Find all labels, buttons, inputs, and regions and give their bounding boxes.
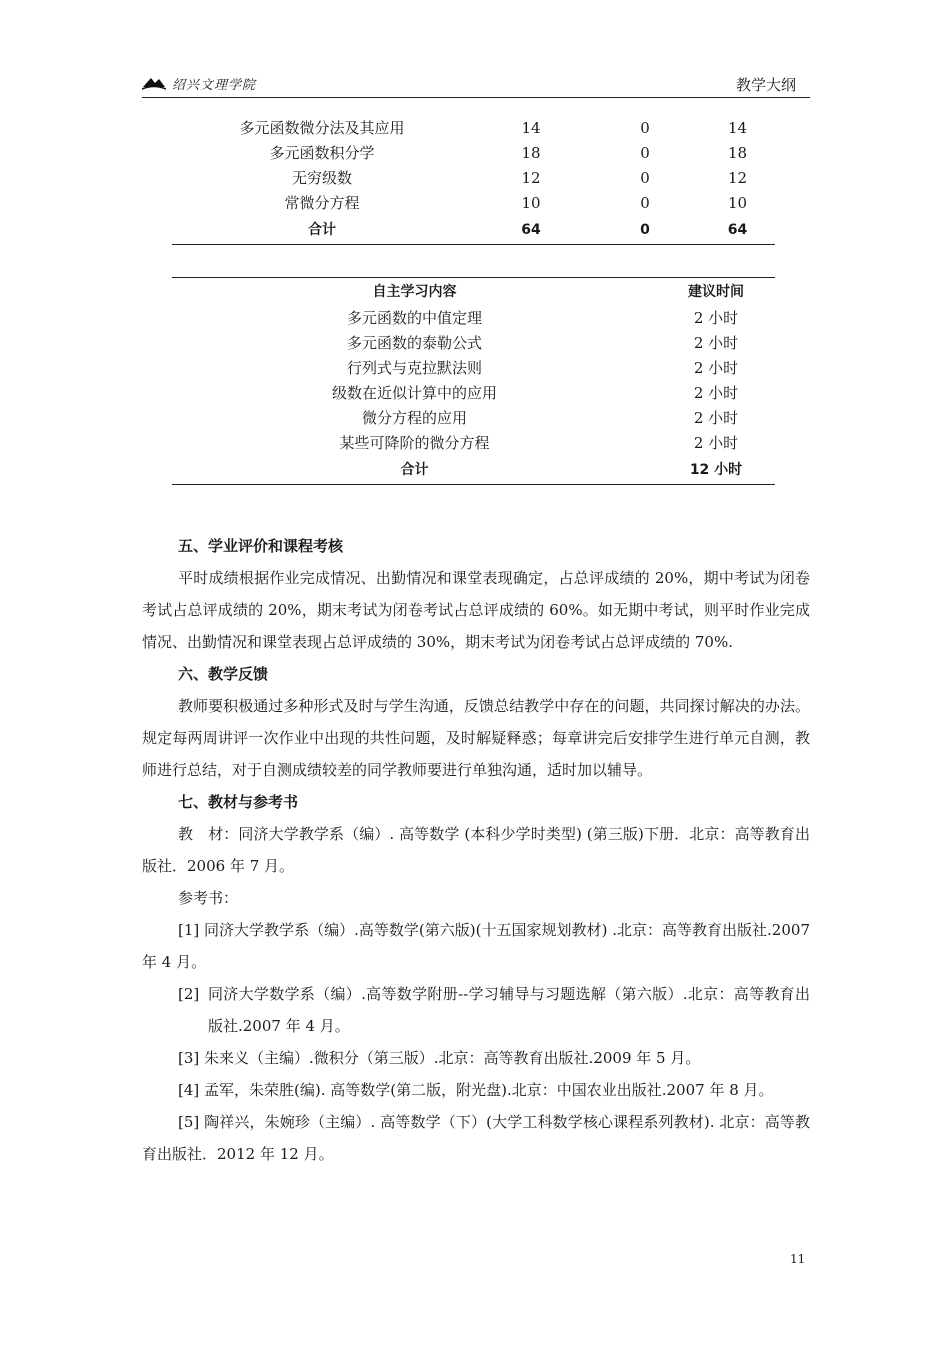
table-cell: 无穷级数: [291, 169, 352, 187]
table-cell: 多元函数的中值定理: [346, 309, 482, 327]
section-heading-assessment: 五、学业评价和课程考核: [178, 537, 344, 555]
table-cell: 2 小时: [693, 359, 739, 377]
reference-item: [142, 978, 810, 1042]
table-row: [172, 141, 775, 166]
reference-item: [4] 孟军，朱荣胜(编). 高等数学(第二版，附光盘).北京：中国农业出版社.2007 年 8 月。: [178, 1081, 774, 1099]
section-heading-feedback: 六、教学反馈: [178, 665, 269, 683]
table-row: [172, 381, 775, 406]
reference-text: 同济大学数学系（编）.高等数学附册--学习辅导与习题选解（第六版）.北京：高等教育出版社.2007 年 4 月。: [208, 985, 810, 1035]
hours-table: [172, 116, 775, 245]
references-label: 参考书：: [178, 889, 239, 907]
table-cell: 12: [521, 169, 541, 187]
textbook-entry: 教 材：同济大学教学系（编）. 高等数学 (本科少学时类型) (第三版)下册．北京：高等教育出版社．2006 年 7 月。: [142, 825, 810, 875]
table-cell: 2 小时: [693, 384, 739, 402]
table-cell: 多元函数的泰勒公式: [346, 334, 482, 352]
section-heading-textbooks: 七、教材与参考书: [178, 793, 299, 811]
page-number: 11: [790, 1252, 806, 1266]
assessment-paragraph: 平时成绩根据作业完成情况、出勤情况和课堂表现确定，占总评成绩的 20%，期中考试为闭卷考试占总评成绩的 20%，期末考试为闭卷考试占总评成绩的 60%。如无期中考试，则平时作业完成情况、出勤情况和课堂表现占总评成绩的 30%，期末考试为闭卷考试占总评成绩的 70%.: [142, 569, 810, 651]
table-cell: 18: [521, 144, 541, 162]
table-cell: 行列式与克拉默法则: [346, 359, 482, 377]
table-cell: 0: [640, 119, 650, 137]
table-cell: 0: [590, 216, 700, 245]
table-cell: 12 小时: [689, 462, 743, 478]
reference-number: [2]: [178, 985, 200, 1003]
table-cell: 64: [472, 216, 590, 245]
table-row: [172, 166, 775, 191]
table-cell: 0: [640, 194, 650, 212]
table-cell: 常微分方程: [284, 194, 360, 212]
document-body: [142, 530, 810, 1170]
table-cell: 10: [727, 194, 748, 212]
table-cell: 某些可降阶的微分方程: [339, 434, 490, 452]
table-cell: 14: [727, 119, 748, 137]
table-cell: 微分方程的应用: [361, 409, 467, 427]
table-cell: 2 小时: [693, 409, 739, 427]
header-title: 教学大纲: [735, 76, 796, 94]
table-row: [172, 306, 775, 331]
reference-item: [3] 朱来义（主编）.微积分（第三版）.北京：高等教育出版社.2009 年 5 月。: [178, 1049, 701, 1067]
table-cell: 多元函数微分法及其应用: [239, 119, 405, 137]
table-row: [172, 191, 775, 216]
table-row: [172, 431, 775, 456]
table-cell: 2 小时: [693, 434, 739, 452]
table-cell: 64: [700, 216, 775, 245]
table-row: [172, 331, 775, 356]
reference-item: [5] 陶祥兴，朱婉珍（主编）. 高等数学（下）(大学工科数学核心课程系列教材). 北京：高等教育出版社．2012 年 12 月。: [142, 1113, 810, 1163]
self-study-table: [172, 277, 775, 485]
table-cell: 18: [727, 144, 748, 162]
table-cell: 2 小时: [693, 309, 739, 327]
table-cell: 0: [640, 144, 650, 162]
column-header: 建议时间: [688, 284, 744, 300]
table-cell: 10: [521, 194, 541, 212]
table-total-row: [172, 216, 775, 245]
table-total-row: [172, 456, 775, 485]
page-header: [142, 66, 810, 96]
table-cell: 级数在近似计算中的应用: [331, 384, 497, 402]
table-row: [172, 356, 775, 381]
logo-text: 绍兴文理学院: [172, 77, 257, 93]
table-cell: 合计: [400, 462, 429, 478]
column-header: 自主学习内容: [372, 284, 457, 300]
table-cell: 0: [640, 169, 650, 187]
university-logo: [142, 72, 256, 94]
table-cell: 合计: [172, 216, 472, 245]
table-cell: 多元函数积分学: [269, 144, 375, 162]
table-row: [172, 116, 775, 141]
table-cell: 12: [727, 169, 748, 187]
table-row: [172, 406, 775, 431]
feedback-paragraph: 教师要积极通过多种形式及时与学生沟通，反馈总结教学中存在的问题，共同探讨解决的办法。规定每两周讲评一次作业中出现的共性问题，及时解疑释惑；每章讲完后安排学生进行单元自测，教师进行总结，对于自测成绩较差的同学教师要进行单独沟通，适时加以辅导。: [142, 697, 810, 779]
table-cell: 2 小时: [693, 334, 739, 352]
logo-mark-icon: [142, 75, 166, 91]
reference-item: [1] 同济大学教学系（编）.高等数学(第六版)(十五国家规划教材) .北京：高等教育出版社.2007 年 4 月。: [142, 921, 810, 971]
table-header-row: [172, 278, 775, 307]
table-cell: 14: [521, 119, 541, 137]
header-divider: [142, 97, 810, 98]
